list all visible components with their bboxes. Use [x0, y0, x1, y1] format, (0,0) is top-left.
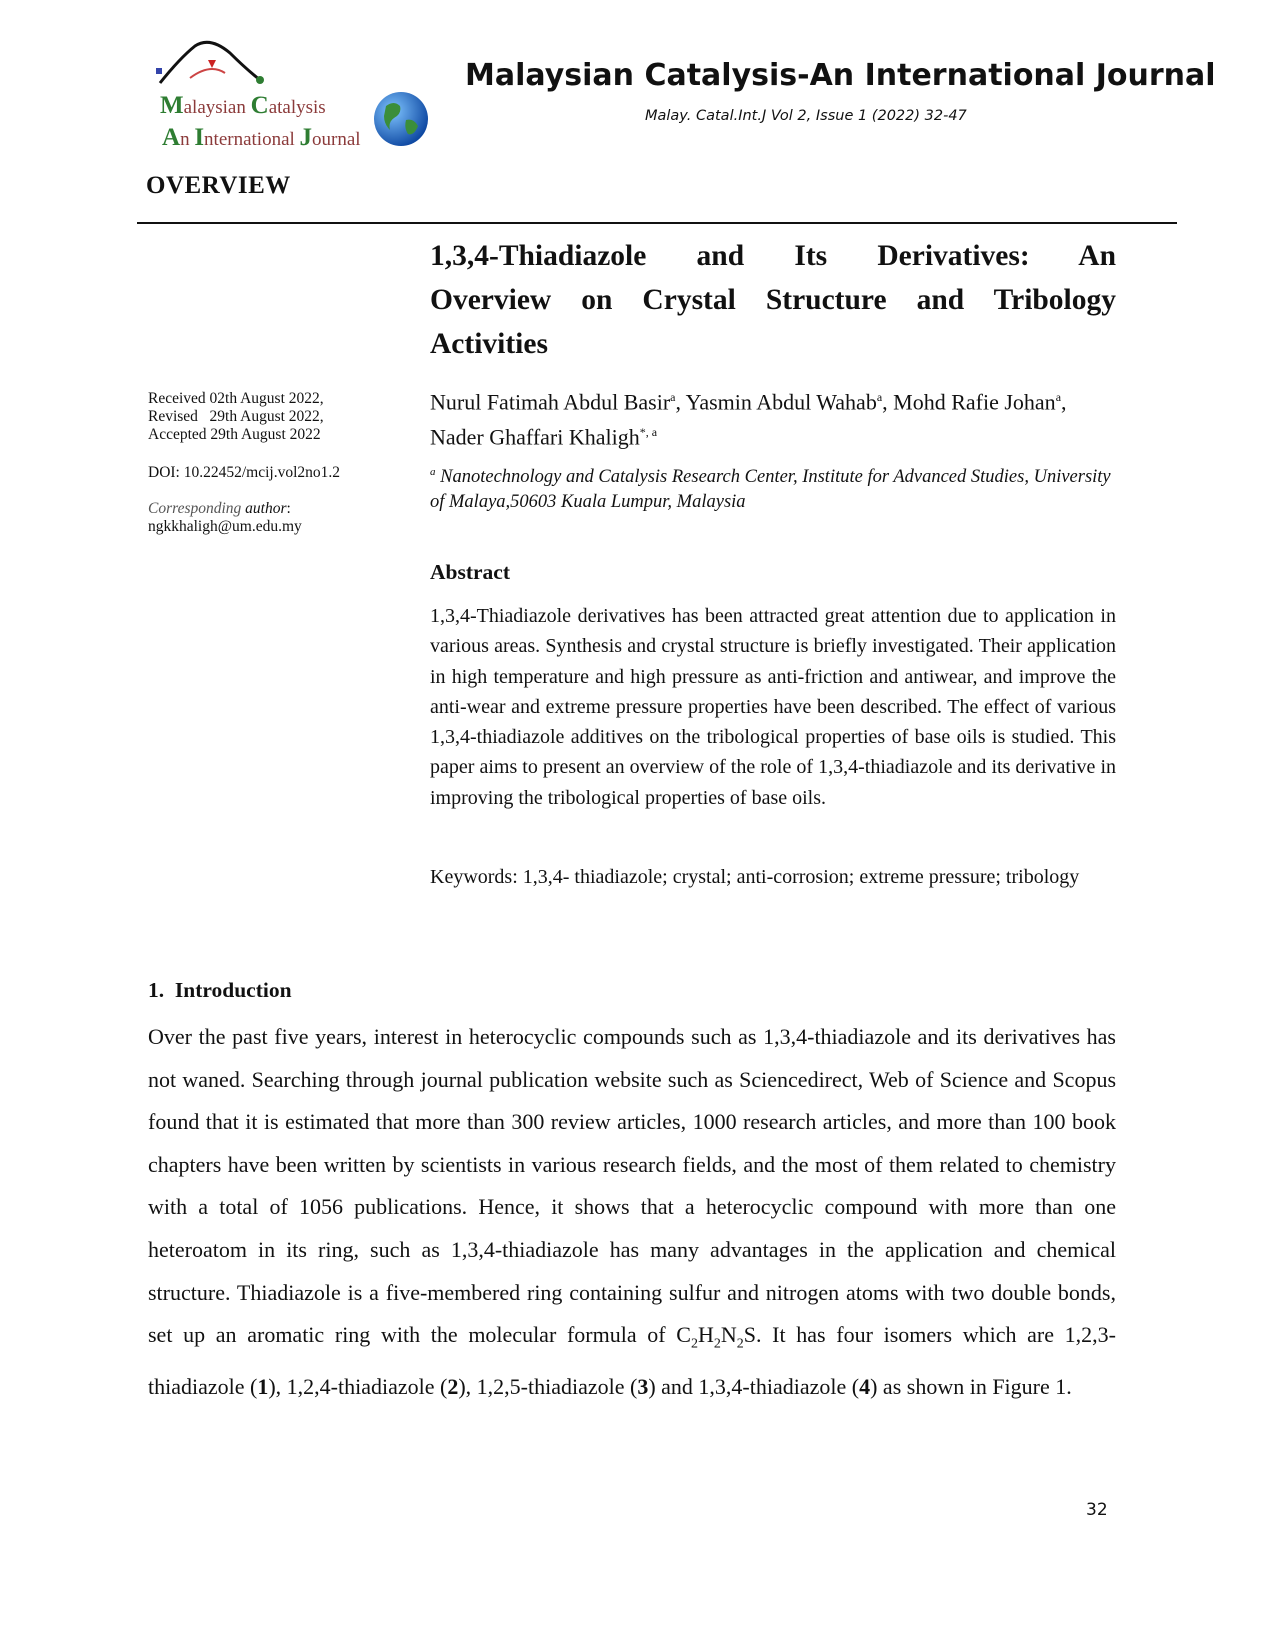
received-date: Received 02th August 2022,: [148, 390, 324, 407]
logo-text-line1: Malaysian Catalysis: [160, 92, 326, 119]
introduction-paragraph: Over the past five years, interest in heterocyclic compounds such as 1,3,4-thiadiazole and its derivatives has not waned. Searching through journal publication website such as Sciencedirect, Web of Science and Scopus found that it is estimated that more than 300 review articles, 1000 research articles, and more than 100 book chapters have been written by scientists in various research fields, and the most of them related to chemistry with a total of 1056 publications. Hence, it shows that a heterocyclic compound with more than one heteroatom in its ring, such as 1,3,4-thiadiazole has many advantages in the application and chemical structure. Thiadiazole is a five-membered ring containing sulfur and nitrogen atoms with two double bonds, set up an aromatic ring with the molecular formula of $C_2H_2N_2S$. It has four isomers which are 1,2,3-thiadiazole (1), 1,2,4-thiadiazole (2), 1,2,5-thiadiazole (3) and 1,3,4-thiadiazole (4) as shown in Figure 1.: [148, 1024, 1117, 1400]
logo-text-line2: An International Journal: [162, 124, 361, 151]
header-divider: [137, 222, 1177, 224]
article-dates: [148, 390, 388, 444]
affiliation: $^a$ Nanotechnology and Catalysis Research Center, Institute for Advanced Studies, University of Malaya,50603 Kuala Lumpur, Malaysia: [430, 466, 1111, 513]
corresponding-email[interactable]: ngkkhaligh@um.edu.my: [148, 518, 302, 535]
author-list: Nurul Fatimah Abdul Basir$^a$, Yasmin Abdul Wahab$^a$, Mohd Rafie Johan$^a$, Nader Ghaffari Khaligh$^{*, a}$: [430, 389, 1067, 450]
section-label: OVERVIEW: [146, 172, 291, 199]
journal-citation: Malay. Catal.Int.J Vol 2, Issue 1 (2022) 32-47: [645, 108, 967, 124]
title-line-3: Activities: [430, 328, 548, 360]
page-number: 32: [1086, 1500, 1108, 1520]
journal-title: Malaysian Catalysis-An International Journal: [465, 58, 1216, 93]
accepted-date: Accepted 29th August 2022: [148, 426, 321, 443]
article-title: [430, 234, 1116, 366]
abstract-text: 1,3,4-Thiadiazole derivatives has been attracted great attention due to application in various areas. Synthesis and crystal structure is briefly investigated. Their application in high temperature and high pressure as anti-friction and antiwear, and improve the anti-wear and extreme pressure properties have been described. The effect of various 1,3,4-thiadiazole additives on the tribological properties of base oils is studied. This paper aims to present an overview of the role of 1,3,4-thiadiazole and its derivative in improving the tribological properties of base oils.: [430, 605, 1116, 809]
corresponding-author: Corresponding author: ngkkhaligh@um.edu.my: [148, 500, 388, 536]
abstract-heading: Abstract: [430, 560, 511, 584]
title-line-1: 1,3,4-Thiadiazole and Its Derivatives: An: [430, 240, 1116, 272]
doi: DOI: 10.22452/mcij.vol2no1.2: [148, 464, 341, 481]
globe-icon: [372, 90, 430, 148]
title-line-2: Overview on Crystal Structure and Tribology: [430, 284, 1116, 316]
revised-date: Revised 29th August 2022,: [148, 408, 324, 425]
introduction-heading: 1. Introduction: [148, 978, 292, 1002]
keywords: Keywords: 1,3,4- thiadiazole; crystal; anti-corrosion; extreme pressure; tribology: [430, 866, 1080, 888]
